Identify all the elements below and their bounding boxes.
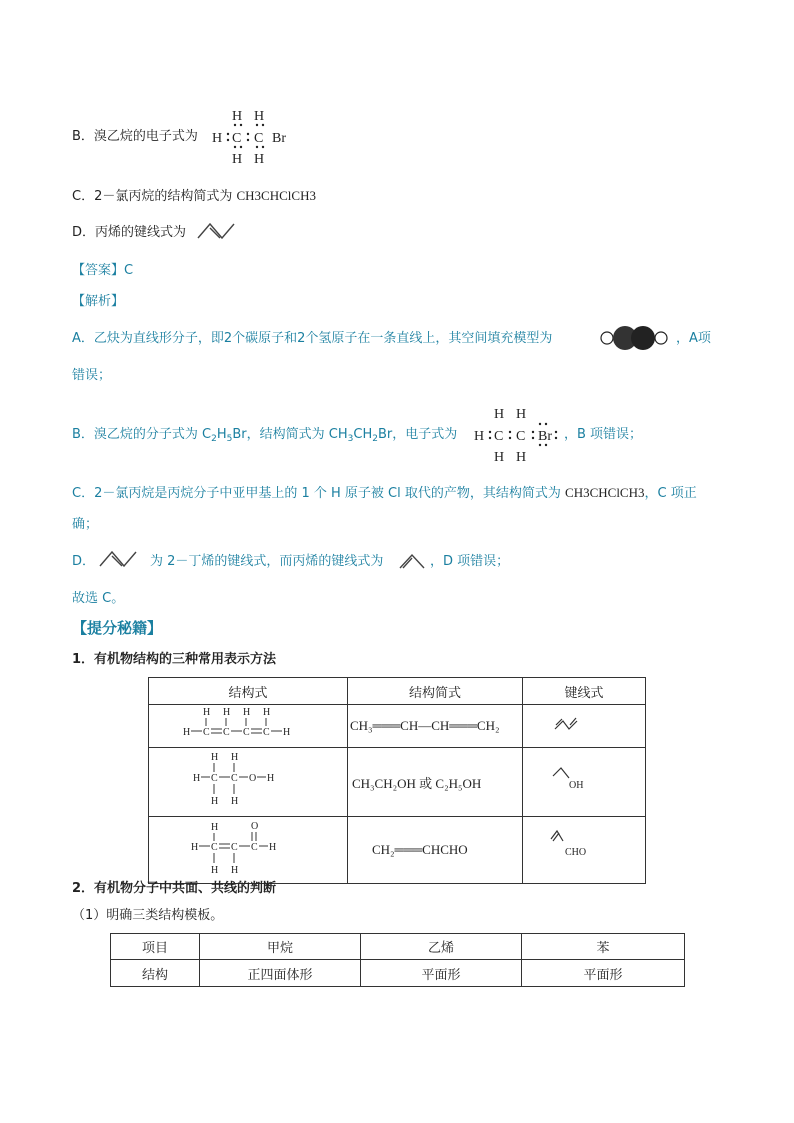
svg-text:C: C [516,429,526,444]
svg-text:C: C [231,842,238,853]
svg-text:C: C [243,727,250,738]
svg-text:H: H [231,865,239,876]
answer-label: 【答案】 [72,263,125,278]
svg-text:H: H [494,407,505,422]
svg-text:H: H [191,842,199,853]
sub1-title: （1）明确三类结构模板。 [72,908,224,923]
svg-text:O: O [251,821,259,832]
svg-text:O: O [249,773,257,784]
t2-header-ethylene: 乙烯 [361,934,522,960]
svg-text:H: H [269,842,277,853]
svg-text:C: C [211,842,218,853]
row1-condensed: CH₃═══CH—CH═══CH₂ [347,705,522,748]
svg-text:H: H [254,152,265,166]
t2-header-benzene: 苯 [522,934,685,960]
svg-text:H: H [494,450,505,464]
svg-text:H: H [211,865,219,876]
row2-condensed: CH₃CH₂OH 或 C₂H₅OH [347,748,522,817]
svg-text:H: H [263,707,271,718]
svg-text:CHO: CHO [565,847,587,858]
svg-text:H: H [516,450,527,464]
tips-title: 【提分秘籍】 [72,619,163,637]
row3-structural [149,817,348,884]
butadiene-skeletal-icon [523,705,643,743]
svg-text:H: H [193,773,201,784]
svg-text:H: H [203,707,211,718]
bromoethane-electron-formula [210,104,300,166]
svg-text:C: C [211,773,218,784]
svg-text:OH: OH [569,780,584,791]
row3-skeletal [523,817,646,884]
t2-ethylene-shape: 平面形 [361,960,522,987]
header-structural-formula: 结构式 [149,678,348,705]
answer-value: C [124,263,134,278]
svg-text:H: H [231,752,239,763]
t2-benzene-shape: 平面形 [522,960,685,987]
option-b [72,128,198,146]
row1-structural [149,705,348,748]
svg-text:H: H [211,822,219,833]
acrolein-structural-svg [149,817,345,879]
svg-text:H: H [516,407,527,422]
option-d: D．丙烯的键线式为 [72,225,187,240]
t2-header-methane: 甲烷 [200,934,361,960]
butadiene-structural-svg [149,705,345,743]
structure-table [148,677,646,884]
svg-text:H: H [474,429,485,444]
t2-methane-shape: 正四面体形 [200,960,361,987]
row2-skeletal [523,748,646,817]
svg-text:H: H [212,131,223,146]
svg-text:H: H [231,796,239,807]
row1-skeletal [523,705,646,748]
analysis-a: A．乙炔为直线形分子，即2个碳原子和2个氢原子在一条直线上，其空间填充模型为 [72,331,553,346]
svg-text:H: H [254,109,265,124]
propene-skeletal-icon [398,552,428,570]
svg-text:C: C [254,131,264,146]
analysis-c: C．2－氯丙烷是丙烷分子中亚甲基上的 1 个 H 原子被 Cl 取代的产物，其结构简式为 CH3CHClCH3，C 项正 [72,485,697,501]
analysis-label: 【解析】 [72,294,125,309]
svg-text:C: C [232,131,242,146]
butene-skeletal-icon [196,220,244,240]
option-b-text: B．溴乙烷的电子式为 [72,129,198,144]
svg-text:C: C [263,727,270,738]
svg-text:H: H [283,727,291,738]
svg-text:H: H [183,727,191,738]
svg-text:C: C [251,842,258,853]
row2-structural [149,748,348,817]
option-c-formula: CH3CHClCH3 [236,188,316,203]
row3-condensed: CH₂═══CHCHO [347,817,522,884]
acrolein-skeletal-icon [523,817,643,879]
analysis-c-formula: CH3CHClCH3 [565,485,645,500]
conclusion: 故选 C。 [72,591,125,606]
svg-text:C: C [231,773,238,784]
ethanol-structural-svg [149,748,345,812]
svg-text:H: H [232,152,243,166]
header-condensed-formula: 结构简式 [347,678,522,705]
section1-title: 1．有机物结构的三种常用表示方法 [72,652,277,667]
svg-text:H: H [223,707,231,718]
svg-text:Br: Br [272,131,286,146]
analysis-b: B．溴乙烷的分子式为 $C_2H_5Br$，结构简式为 $CH_3CH_2Br$，电子式为 [72,427,458,444]
analysis-a-cont: 错误； [72,368,112,383]
section2-title: 2．有机物分子中共面、共线的判断 [72,881,277,896]
answer-line [72,262,133,280]
svg-text:H: H [211,752,219,763]
svg-text:H: H [232,109,243,124]
svg-text:C: C [203,727,210,738]
header-skeletal-formula: 键线式 [523,678,646,705]
analysis-d: D． [72,554,96,569]
svg-text:H: H [267,773,275,784]
acetylene-space-filling-model [599,324,671,352]
t2-header-item: 项目 [111,934,200,960]
option-c: C．2－氯丙烷的结构简式为 CH3CHClCH3 [72,188,316,204]
svg-text:H: H [211,796,219,807]
analysis-c-cont: 确； [72,517,99,532]
svg-text:C: C [223,727,230,738]
butene-skeletal-icon-2 [98,548,142,568]
template-table [110,933,685,987]
ethanol-skeletal-icon [523,748,643,812]
t2-row-label: 结构 [111,960,200,987]
svg-text:C: C [494,429,504,444]
bromoethane-electron-formula-2 [470,402,562,464]
svg-text:H: H [243,707,251,718]
svg-text:Br: Br [538,429,552,444]
